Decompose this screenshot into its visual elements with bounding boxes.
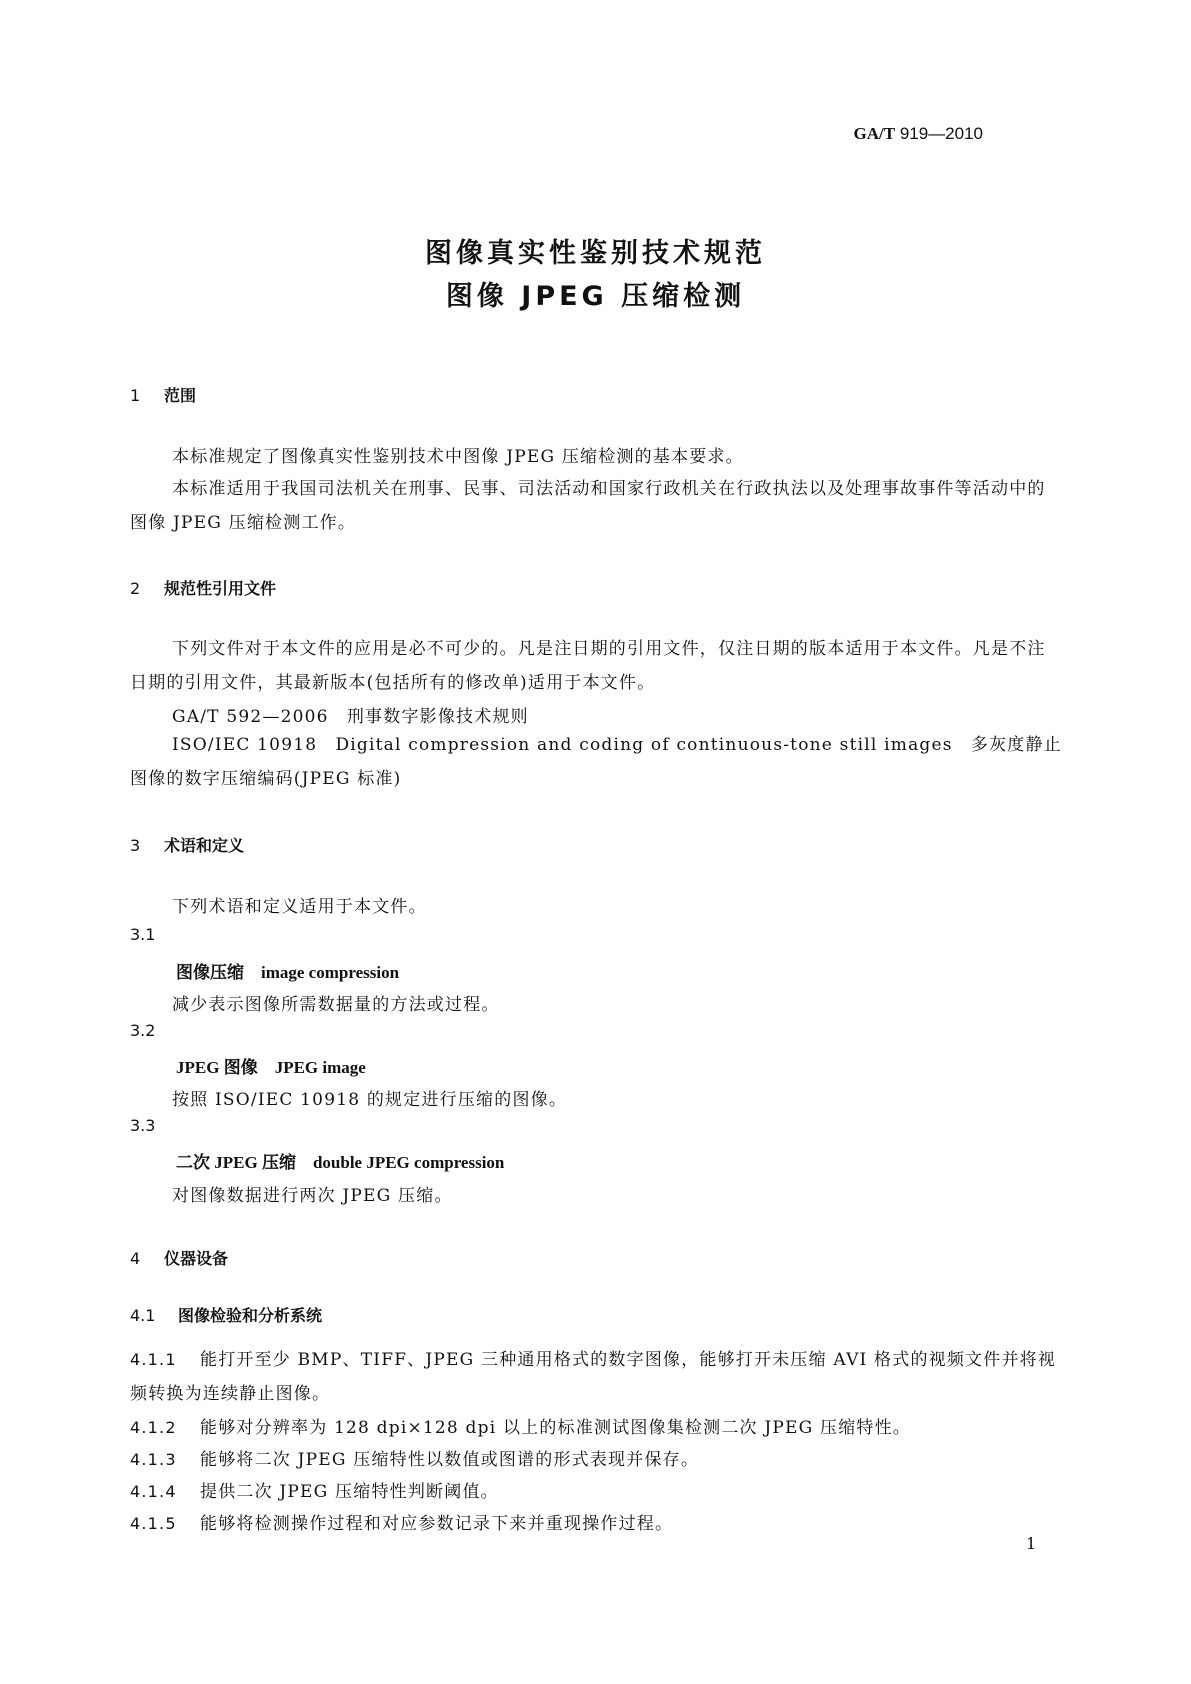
reference-iso-iec-10918: ISO/IEC 10918 Digital compression and coding of continuous-tone still images 多灰度静止图像的数字压缩编码(JPEG 标准) (130, 735, 1062, 789)
section-2-heading: 2 规范性引用文件 (130, 579, 277, 598)
page-number: 1 (1026, 1534, 1037, 1553)
term-3-2-number: 3.2 (130, 1021, 156, 1040)
term-3-2-definition: 按照 ISO/IEC 10918 的规定进行压缩的图像。 (172, 1090, 568, 1110)
section-3-intro: 下列术语和定义适用于本文件。 (172, 897, 427, 917)
item-4-1-1: 4.1.1 能打开至少 BMP、TIFF、JPEG 三种通用格式的数字图像，能够打开未压缩 AVI 格式的视频文件并将视频转换为连续静止图像。 (130, 1350, 1057, 1404)
section-1-heading: 1 范围 (130, 386, 197, 405)
item-4-1-5: 4.1.5 能够将检测操作过程和对应参数记录下来并重现操作过程。 (130, 1514, 674, 1534)
term-3-1-number: 3.1 (130, 925, 156, 944)
section-1-paragraph-2: 本标准适用于我国司法机关在刑事、民事、司法活动和国家行政机关在行政执法以及处理事故事件等活动中的图像 JPEG 压缩检测工作。 (130, 479, 1046, 533)
term-3-1: 图像压缩 image compression (176, 963, 400, 983)
section-4-heading: 4 仪器设备 (130, 1249, 229, 1268)
term-3-2: JPEG 图像 JPEG image (176, 1058, 366, 1077)
document-title: 图像真实性鉴别技术规范 (425, 238, 766, 269)
term-3-3-number: 3.3 (130, 1116, 156, 1135)
standard-code-number: 919—2010 (895, 124, 983, 143)
item-4-1-2: 4.1.2 能够对分辨率为 128 dpi×128 dpi 以上的标准测试图像集检测二次 JPEG 压缩特性。 (130, 1418, 912, 1438)
standard-code (0, 124, 983, 144)
section-1-paragraph-1: 本标准规定了图像真实性鉴别技术中图像 JPEG 压缩检测的基本要求。 (172, 447, 744, 467)
item-4-1-3: 4.1.3 能够将二次 JPEG 压缩特性以数值或图谱的形式表现并保存。 (130, 1450, 700, 1470)
section-3-heading: 3 术语和定义 (130, 836, 245, 855)
standard-code-prefix: GA/T (853, 124, 896, 143)
term-3-3-definition: 对图像数据进行两次 JPEG 压缩。 (172, 1186, 453, 1206)
term-3-1-definition: 减少表示图像所需数据量的方法或过程。 (172, 995, 500, 1015)
reference-ga-t-592: GA/T 592—2006 刑事数字影像技术规则 (172, 707, 529, 727)
item-4-1-4: 4.1.4 提供二次 JPEG 压缩特性判断阈值。 (130, 1482, 499, 1502)
term-3-3: 二次 JPEG 压缩 double JPEG compression (176, 1153, 505, 1172)
section-2-paragraph: 下列文件对于本文件的应用是必不可少的。凡是注日期的引用文件，仅注日期的版本适用于本文件。凡是不注日期的引用文件，其最新版本(包括所有的修改单)适用于本文件。 (130, 639, 1046, 693)
subsection-4-1-heading: 4.1 图像检验和分析系统 (130, 1306, 323, 1325)
document-subtitle: 图像 JPEG 压缩检测 (445, 281, 746, 312)
